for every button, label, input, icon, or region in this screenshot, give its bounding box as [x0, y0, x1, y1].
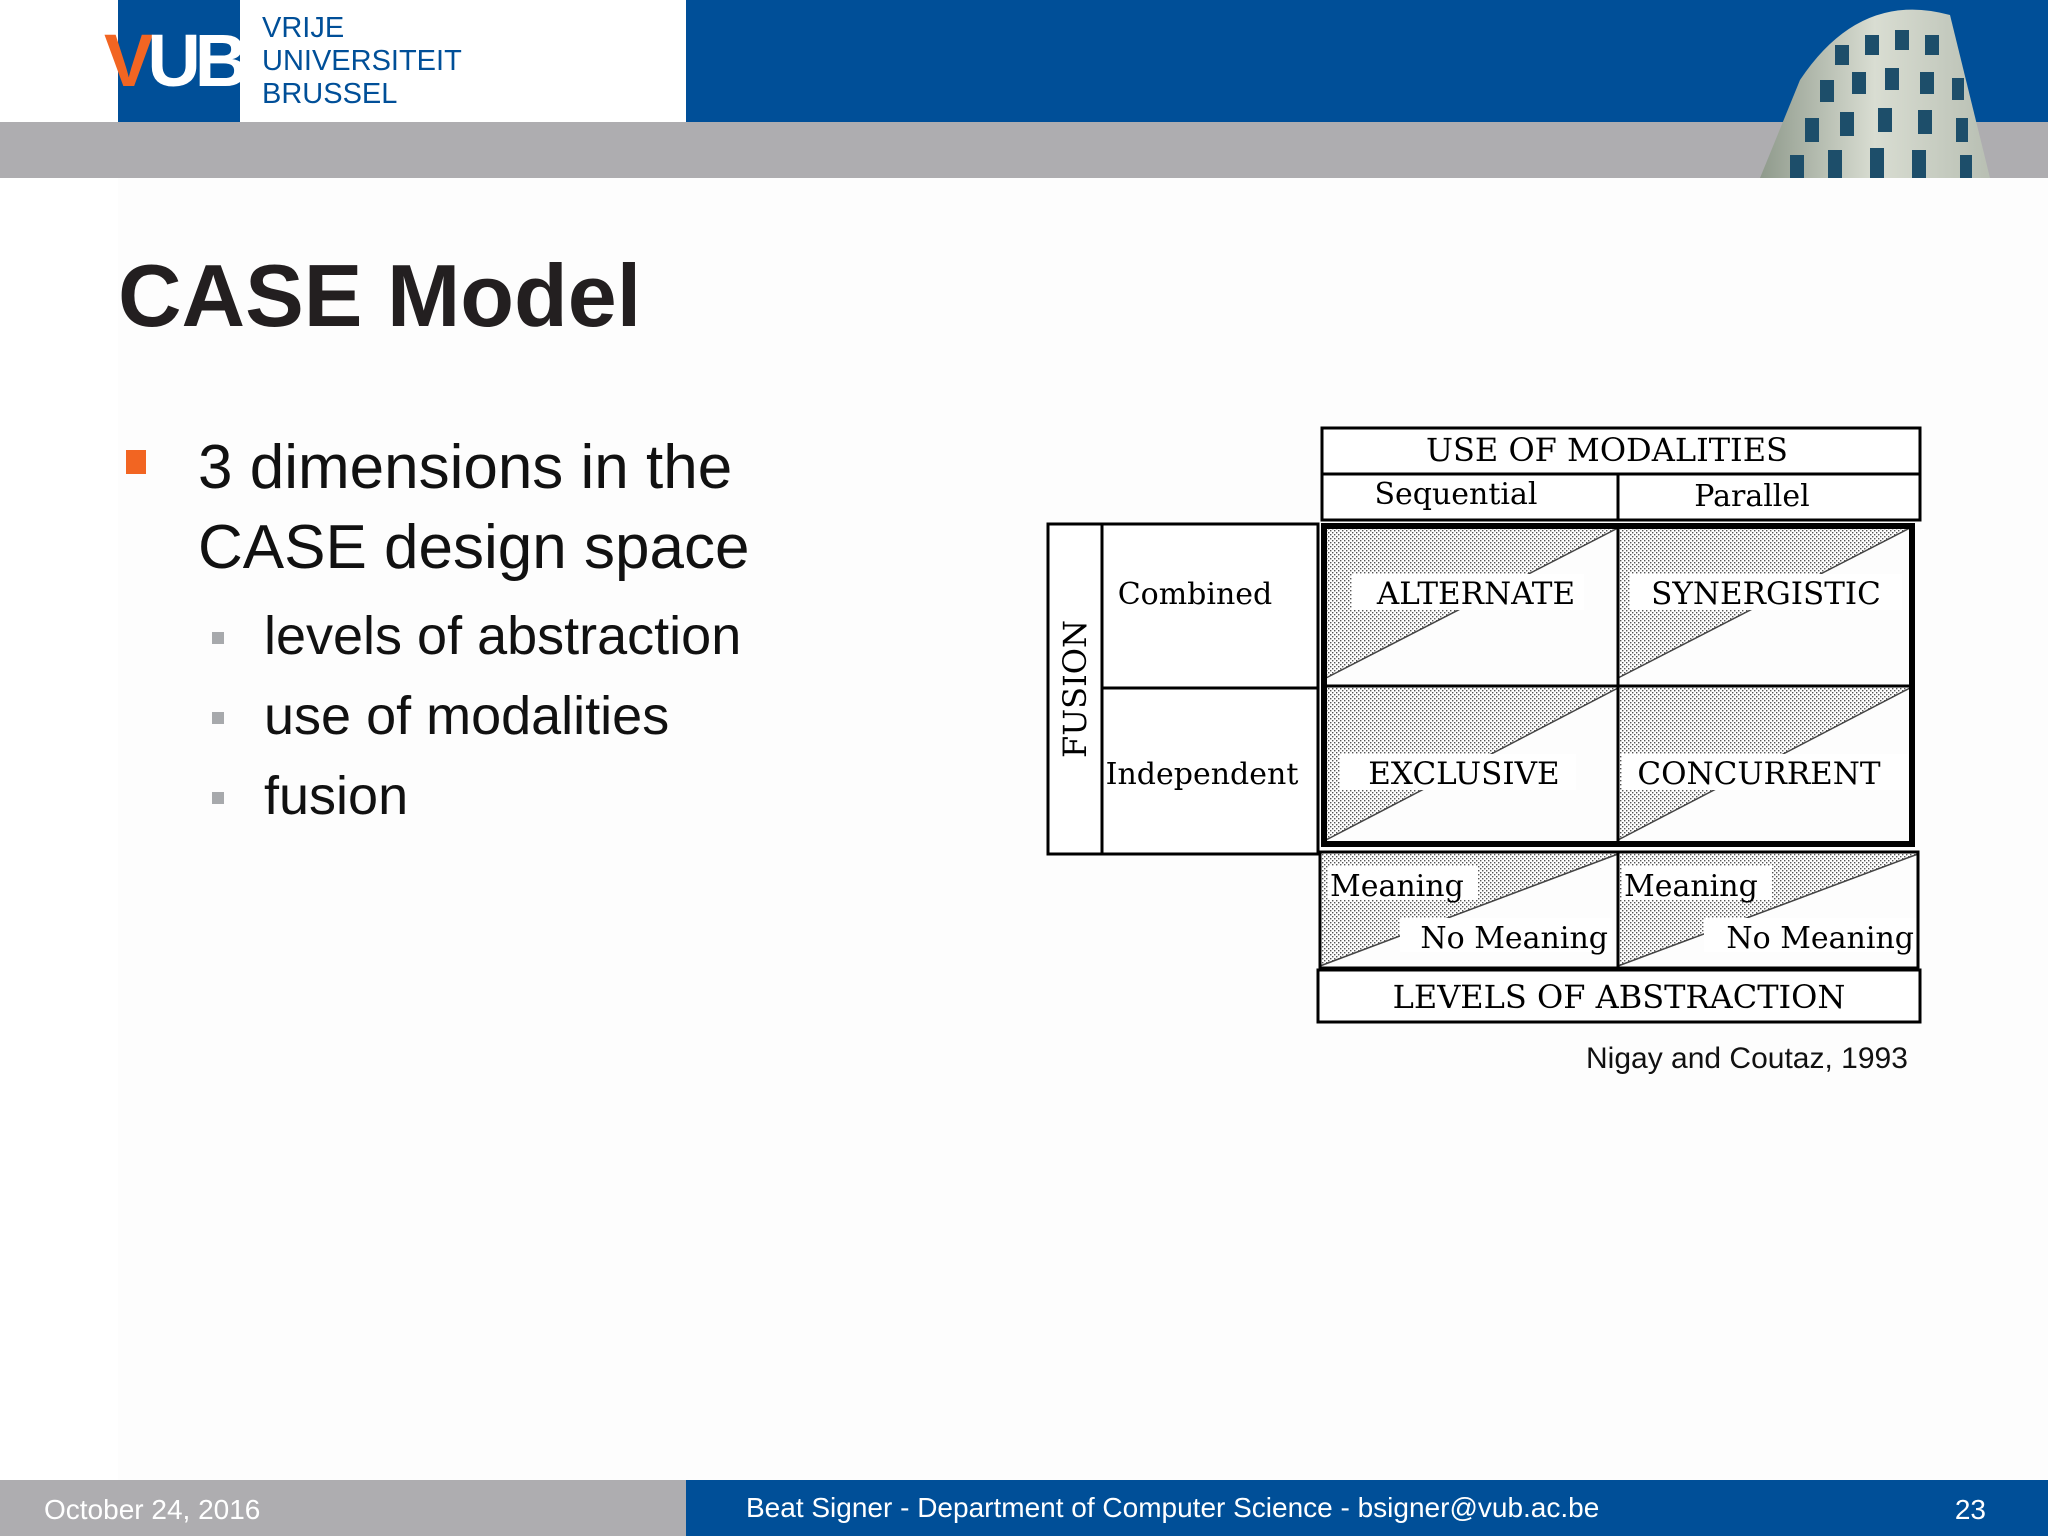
main-bullet-text: 3 dimensions in the CASE design space — [198, 433, 750, 582]
university-name-line-3: BRUSSEL — [262, 78, 398, 110]
row-header-independent: Independent — [1105, 757, 1299, 792]
cell-concurrent: CONCURRENT — [1637, 756, 1881, 792]
meaning-label-right: Meaning — [1624, 869, 1758, 904]
meaning-label-left: Meaning — [1330, 869, 1464, 904]
figure-citation: Nigay and Coutaz, 1993 — [1586, 1042, 1908, 1075]
modalities-header: USE OF MODALITIES — [1426, 431, 1788, 469]
sub-bullet-item — [212, 676, 912, 756]
logo-letter-v: V — [104, 19, 148, 102]
sub-bullet-item — [212, 596, 912, 676]
vub-logo — [104, 19, 243, 102]
university-name — [262, 12, 462, 111]
footer-author: Beat Signer - Department of Computer Science - bsigner@vub.ac.be — [746, 1492, 1600, 1523]
cell-alternate: ALTERNATE — [1376, 576, 1576, 612]
sub-bullet-list — [212, 596, 912, 836]
case-model-diagram — [1040, 420, 1930, 1030]
sub-bullet-text: use of modalities — [264, 686, 670, 746]
no-meaning-label-right: No Meaning — [1726, 921, 1914, 956]
sub-bullet-text: fusion — [264, 766, 409, 826]
university-name-line-1: VRIJE — [262, 12, 345, 44]
sub-bullet-marker — [212, 712, 224, 724]
cell-exclusive: EXCLUSIVE — [1368, 756, 1560, 792]
column-header-parallel: Parallel — [1694, 479, 1810, 514]
university-name-line-2: UNIVERSITEIT — [262, 45, 462, 77]
sub-bullet-text: levels of abstraction — [264, 606, 742, 666]
no-meaning-label-left: No Meaning — [1420, 921, 1608, 956]
logo-letters-ub: UB — [147, 19, 243, 102]
sub-bullet-marker — [212, 792, 224, 804]
cell-synergistic: SYNERGISTIC — [1651, 576, 1881, 612]
sub-bullet-item — [212, 756, 912, 836]
page-number: 23 — [1954, 1494, 1986, 1525]
fusion-header: FUSION — [1056, 620, 1094, 758]
footer-date: October 24, 2016 — [44, 1494, 261, 1525]
column-header-sequential: Sequential — [1374, 477, 1538, 512]
bullet-marker — [126, 450, 146, 474]
building-image — [1740, 0, 2000, 178]
abstraction-footer: LEVELS OF ABSTRACTION — [1392, 978, 1846, 1016]
slide-title: CASE Model — [118, 246, 642, 345]
row-header-combined: Combined — [1117, 577, 1273, 612]
sub-bullet-marker — [212, 632, 224, 644]
